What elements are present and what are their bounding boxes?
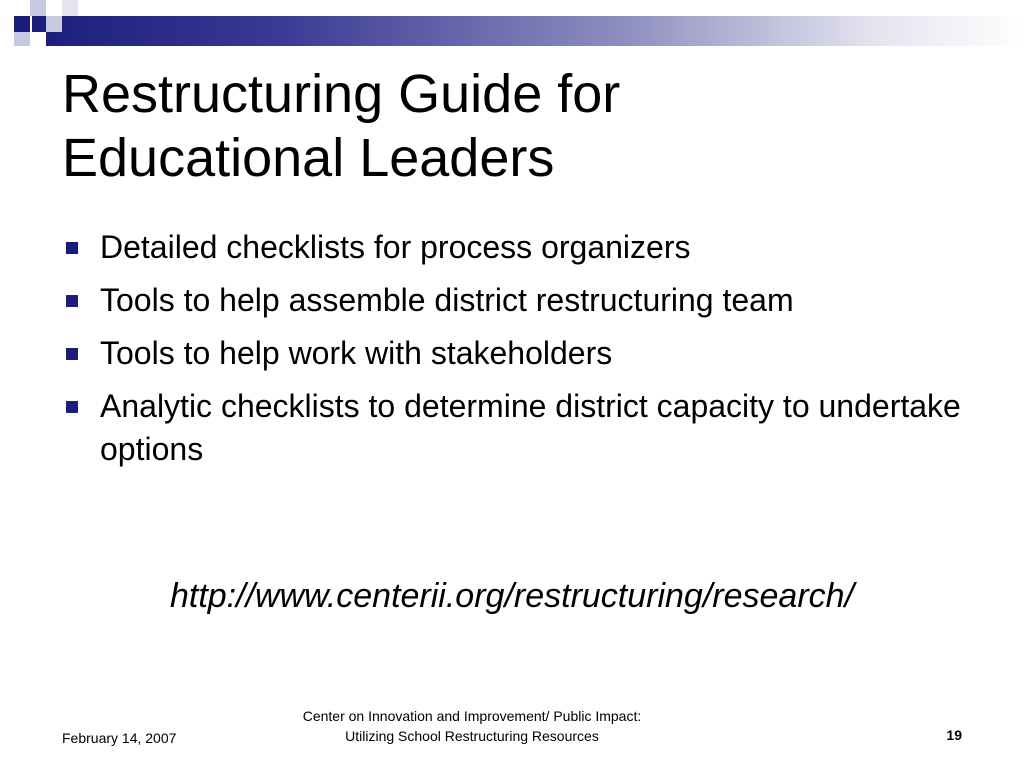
square-bullet-icon — [66, 242, 78, 254]
slide-title-line: Educational Leaders — [62, 128, 555, 188]
bullet-text: Tools to help work with stakeholders — [100, 335, 613, 371]
decorative-square — [30, 32, 46, 46]
header-gradient-band — [32, 16, 1024, 46]
footer-line: Utilizing School Restructuring Resources — [345, 728, 599, 744]
decorative-square — [30, 0, 46, 16]
bullet-text: Analytic checklists to determine district capacity to undertake options — [100, 388, 961, 467]
bullet-text: Tools to help assemble district restructuring team — [100, 282, 794, 318]
square-bullet-icon — [66, 401, 78, 413]
bullet-item — [62, 332, 962, 375]
slide-title-line: Restructuring Guide for — [62, 64, 621, 124]
bullet-item — [62, 385, 962, 471]
footer-center-text — [222, 706, 722, 746]
square-bullet-icon — [66, 348, 78, 360]
bullet-text: Detailed checklists for process organizers — [100, 229, 691, 265]
footer-date: February 14, 2007 — [62, 730, 177, 746]
slide-title — [62, 62, 962, 190]
page-number: 19 — [946, 727, 962, 743]
footer-line: Center on Innovation and Improvement/ Public Impact: — [302, 708, 642, 724]
bullet-item — [62, 279, 962, 322]
resource-url-link[interactable]: http://www.centerii.org/restructuring/research/ — [169, 577, 855, 615]
decorative-square — [14, 16, 30, 32]
bullet-list — [62, 226, 962, 481]
decorative-square — [14, 32, 30, 46]
decorative-square — [46, 16, 62, 32]
square-bullet-icon — [66, 295, 78, 307]
bullet-item — [62, 226, 962, 269]
decorative-square — [62, 0, 78, 16]
